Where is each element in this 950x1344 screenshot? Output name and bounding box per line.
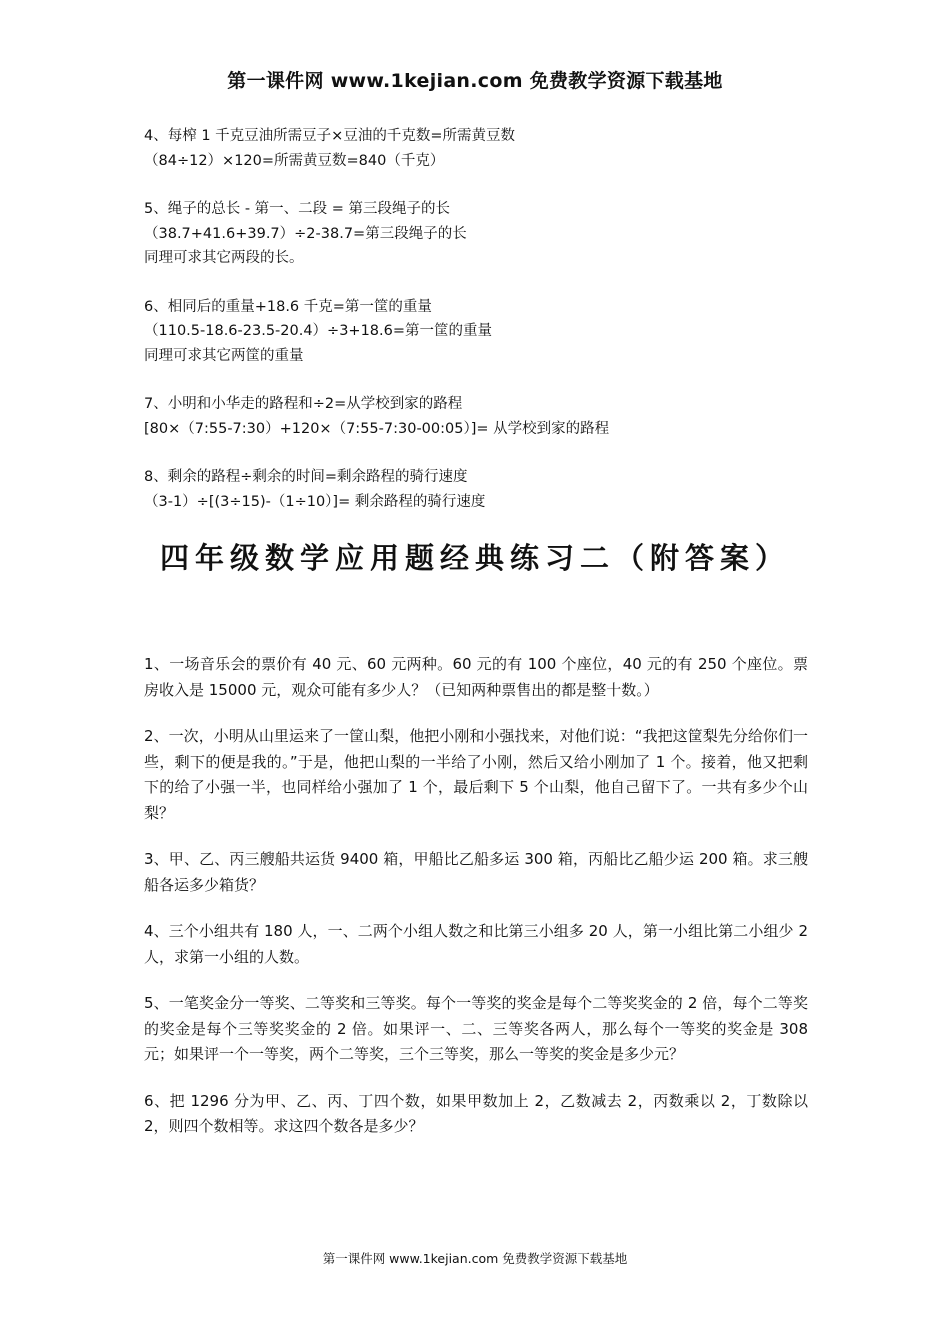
answer-line: （84÷12）×120=所需黄豆数=840（千克）: [144, 152, 445, 169]
answer-block-4: [144, 124, 812, 173]
answer-line: （110.5-18.6-23.5-20.4）÷3+18.6=第一筐的重量: [144, 323, 493, 339]
answer-line: 7、小明和小华走的路程和÷2=从学校到家的路程: [144, 396, 463, 412]
question-item: 1、一场音乐会的票价有 40 元、60 元两种。60 元的有 100 个座位，40 元的有 250 个座位。票房收入是 15000 元，观众可能有多少人？（已知两种票售出的都是整十数。）: [144, 655, 808, 699]
section-title: 四年级数学应用题经典练习二（附答案）: [159, 541, 790, 575]
question-item: 2、一次，小明从山里运来了一筐山梨，他把小刚和小强找来，对他们说：“我把这筐梨先分给你们一些，剩下的便是我的。”于是，他把山梨的一半给了小刚，然后又给小刚加了 1 个。接着，他又把剩下的给了小强一半，也同样给小强加了 1 个，最后剩下 5 个山梨，他自己留下了。一共有多少个山梨？: [144, 727, 808, 822]
answer-line: 同理可求其它两段的长。: [144, 250, 304, 266]
question-item: 4、三个小组共有 180 人，一、二两个小组人数之和比第三小组多 20 人，第一小组比第二小组少 2 人，求第一小组的人数。: [144, 922, 808, 966]
answer-line: （3-1）÷[(3÷15)-（1÷10）]= 剩余路程的骑行速度: [144, 493, 486, 510]
answer-line: 6、相同后的重量+18.6 千克=第一筐的重量: [144, 298, 432, 315]
answer-line: 8、剩余的路程÷剩余的时间=剩余路程的骑行速度: [144, 469, 468, 485]
answer-line: [80×（7:55-7:30）+120×（7:55-7:30-00:05）]= 从学校到家的路程: [144, 420, 610, 437]
answer-line: 同理可求其它两筐的重量: [144, 347, 304, 364]
answer-line: 4、每榨 1 千克豆油所需豆子×豆油的千克数=所需黄豆数: [144, 128, 515, 144]
answer-line: （38.7+41.6+39.7）÷2-38.7=第三段绳子的长: [144, 225, 467, 242]
page-footer: 第一课件网 www.1kejian.com 免费教学资源下载基地: [322, 1251, 628, 1266]
answer-block-8: [144, 465, 812, 514]
question-item: 6、把 1296 分为甲、乙、丙、丁四个数，如果甲数加上 2，乙数减去 2，丙数乘以 2，丁数除以 2，则四个数相等。求这四个数各是多少？: [144, 1091, 808, 1135]
answer-block-6: [144, 295, 812, 369]
answer-section: [144, 124, 812, 538]
answer-block-5: [144, 197, 812, 271]
page-header: 第一课件网 www.1kejian.com 免费教学资源下载基地: [227, 70, 723, 92]
answer-line: 5、绳子的总长 - 第一、二段 = 第三段绳子的长: [144, 201, 451, 217]
question-list: [144, 652, 808, 1161]
question-item: 5、一笔奖金分一等奖、二等奖和三等奖。每个一等奖的奖金是每个二等奖奖金的 2 倍，每个二等奖的奖金是每个三等奖奖金的 2 倍。如果评一、二、三等奖各两人，那么每个一等奖的奖金是 308 元；如果评一个一等奖，两个二等奖，三个三等奖，那么一等奖的奖金是多少元？: [144, 994, 808, 1063]
answer-block-7: [144, 392, 812, 441]
question-item: 3、甲、乙、丙三艘船共运货 9400 箱，甲船比乙船多运 300 箱，丙船比乙船少运 200 箱。求三艘船各运多少箱货？: [144, 850, 808, 894]
